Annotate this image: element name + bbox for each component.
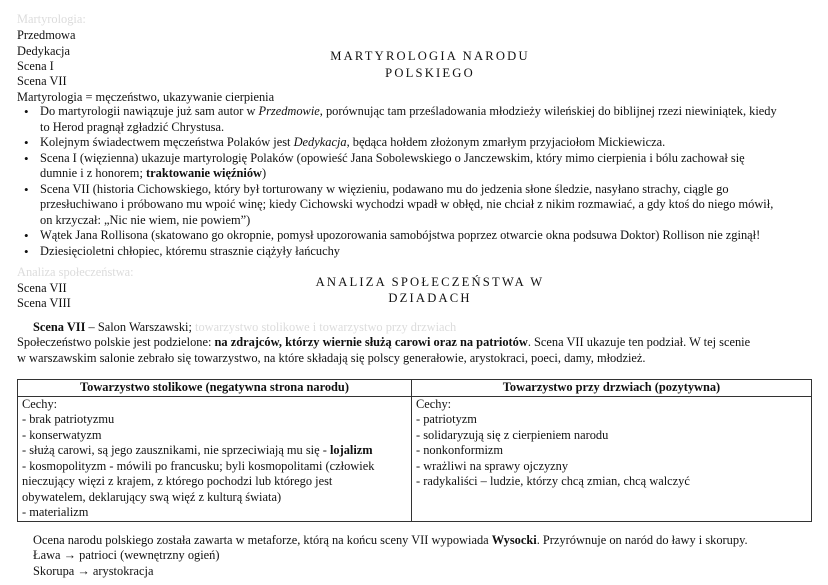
cell-stolikowe: Cechy: - brak patriotyzmu - konserwatyzm - służą carowi, są jego zausznikami, nie sprzeciwiają mu się - lojalizm - kosmopolityzm - mówili po francusku; byli kosmopolitami (człowiek nieczujący więzi z krajem, z którego pochodzi lub którego jest obywatelem, deklarujący swą więź z kulturą świata) - materializm	[18, 396, 412, 521]
list-item: • Dziesięcioletni chłopiec, któremu strasznie ciążyły łańcuchy	[40, 244, 828, 260]
toc-item: Scena VIII	[17, 296, 71, 310]
scene7-title: Scena VII – Salon Warszawski; towarzystwo stolikowe i towarzystwo przy drzwiach	[33, 320, 457, 334]
arrow-right-icon: →	[63, 548, 77, 562]
ending-sentence: Ocena narodu polskiego została zawarta w metaforze, którą na końcu sceny VII wypowiada Wysocki. Przyrównuje on naród do ławy i skorupy.	[33, 533, 748, 547]
lawa-line: Ława → patrioci (wewnętrzny ogień)	[33, 548, 220, 562]
list-item: • Kolejnym świadectwem męczeństwa Polaków jest Dedykacja, będąca hołdem złożonym zmarłym przyjaciołom Mickiewicza.	[40, 135, 828, 151]
scene7-paragraph-line1: Społeczeństwo polskie jest podzielone: na zdrajców, którzy wiernie służą carowi oraz na patriotów. Scena VII ukazuje ten podział. W tej scenie	[17, 335, 751, 349]
toc-item: Scena VII	[17, 281, 67, 295]
heading-analiza-line2: DZIADACH	[388, 291, 472, 305]
heading-martyrologia-line1: MARTYROLOGIA NARODU	[330, 49, 530, 63]
heading-analiza-line1: ANALIZA SPOŁECZEŃSTWA W	[315, 275, 545, 289]
list-item: • Scena VII (historia Cichowskiego, który był torturowany w więzieniu, podawano mu do jedzenia słone śledzie, nasyłano strachy, ciągle go przesłuchiwano i próbowano mu wpoić winę; kiedy Cichowski wychodzi wpadł w obłęd, nie chciał z nikim rozmawiać, a gdy ktoś do niego mówił, on krzyczał: „Nic nie wiem, nie powiem”)	[40, 182, 828, 229]
table-header-row	[18, 380, 812, 397]
toc-item: Przedmowa	[17, 28, 76, 42]
toc-item: Scena I	[17, 59, 54, 73]
toc-item: Dedykacja	[17, 44, 70, 58]
cell-przy-drzwiach: Cechy: - patriotyzm - solidaryzują się z cierpieniem narodu - nonkonformizm - wrażliwi na sprawy ojczyzny - radykaliści – ludzie, którzy chcą zmian, chcą walczyć	[412, 396, 812, 521]
definition: Martyrologia = męczeństwo, ukazywanie cierpienia	[17, 90, 275, 104]
section2-faded-title: Analiza społeczeństwa:	[17, 265, 134, 279]
list-item: • Scena I (więzienna) ukazuje martyrologię Polaków (opowieść Jana Sobolewskiego o Janczewskim, który mimo cierpienia i bólu zachował się dumnie i z honorem; traktowanie więźniów)	[40, 151, 828, 182]
column-header-stolikowe: Towarzystwo stolikowe (negatywna strona narodu)	[18, 380, 412, 397]
skorupa-line: Skorupa → arystokracja	[33, 564, 154, 578]
martyrology-list	[18, 104, 828, 259]
table-row	[18, 396, 812, 521]
list-item: • Do martyrologii nawiązuje już sam autor w Przedmowie, porównując tam prześladowania młodzieży wileńskiej do biblijnej rzezi niewiniątek, kiedy to Herod pragnął zgładzić Chrystusa.	[40, 104, 828, 135]
scene7-paragraph-line2: w warszawskim salonie zebrało się towarzystwo, na które składają się polscy generałowie, arystokraci, poeci, damy, młodzież.	[17, 351, 646, 365]
column-header-przy-drzwiach: Towarzystwo przy drzwiach (pozytywna)	[412, 380, 812, 397]
arrow-right-icon: →	[77, 564, 90, 578]
toc-faded-title: Martyrologia:	[17, 12, 86, 26]
list-item: • Wątek Jana Rollisona (skatowano go okropnie, pomysł upozorowania samobójstwa poprzez otwarcie okna podsuwa Doktor) Rollison nie zginął!	[40, 228, 828, 244]
comparison-table	[17, 379, 812, 522]
heading-martyrologia-line2: POLSKIEGO	[385, 66, 475, 80]
toc-item: Scena VII	[17, 74, 67, 88]
